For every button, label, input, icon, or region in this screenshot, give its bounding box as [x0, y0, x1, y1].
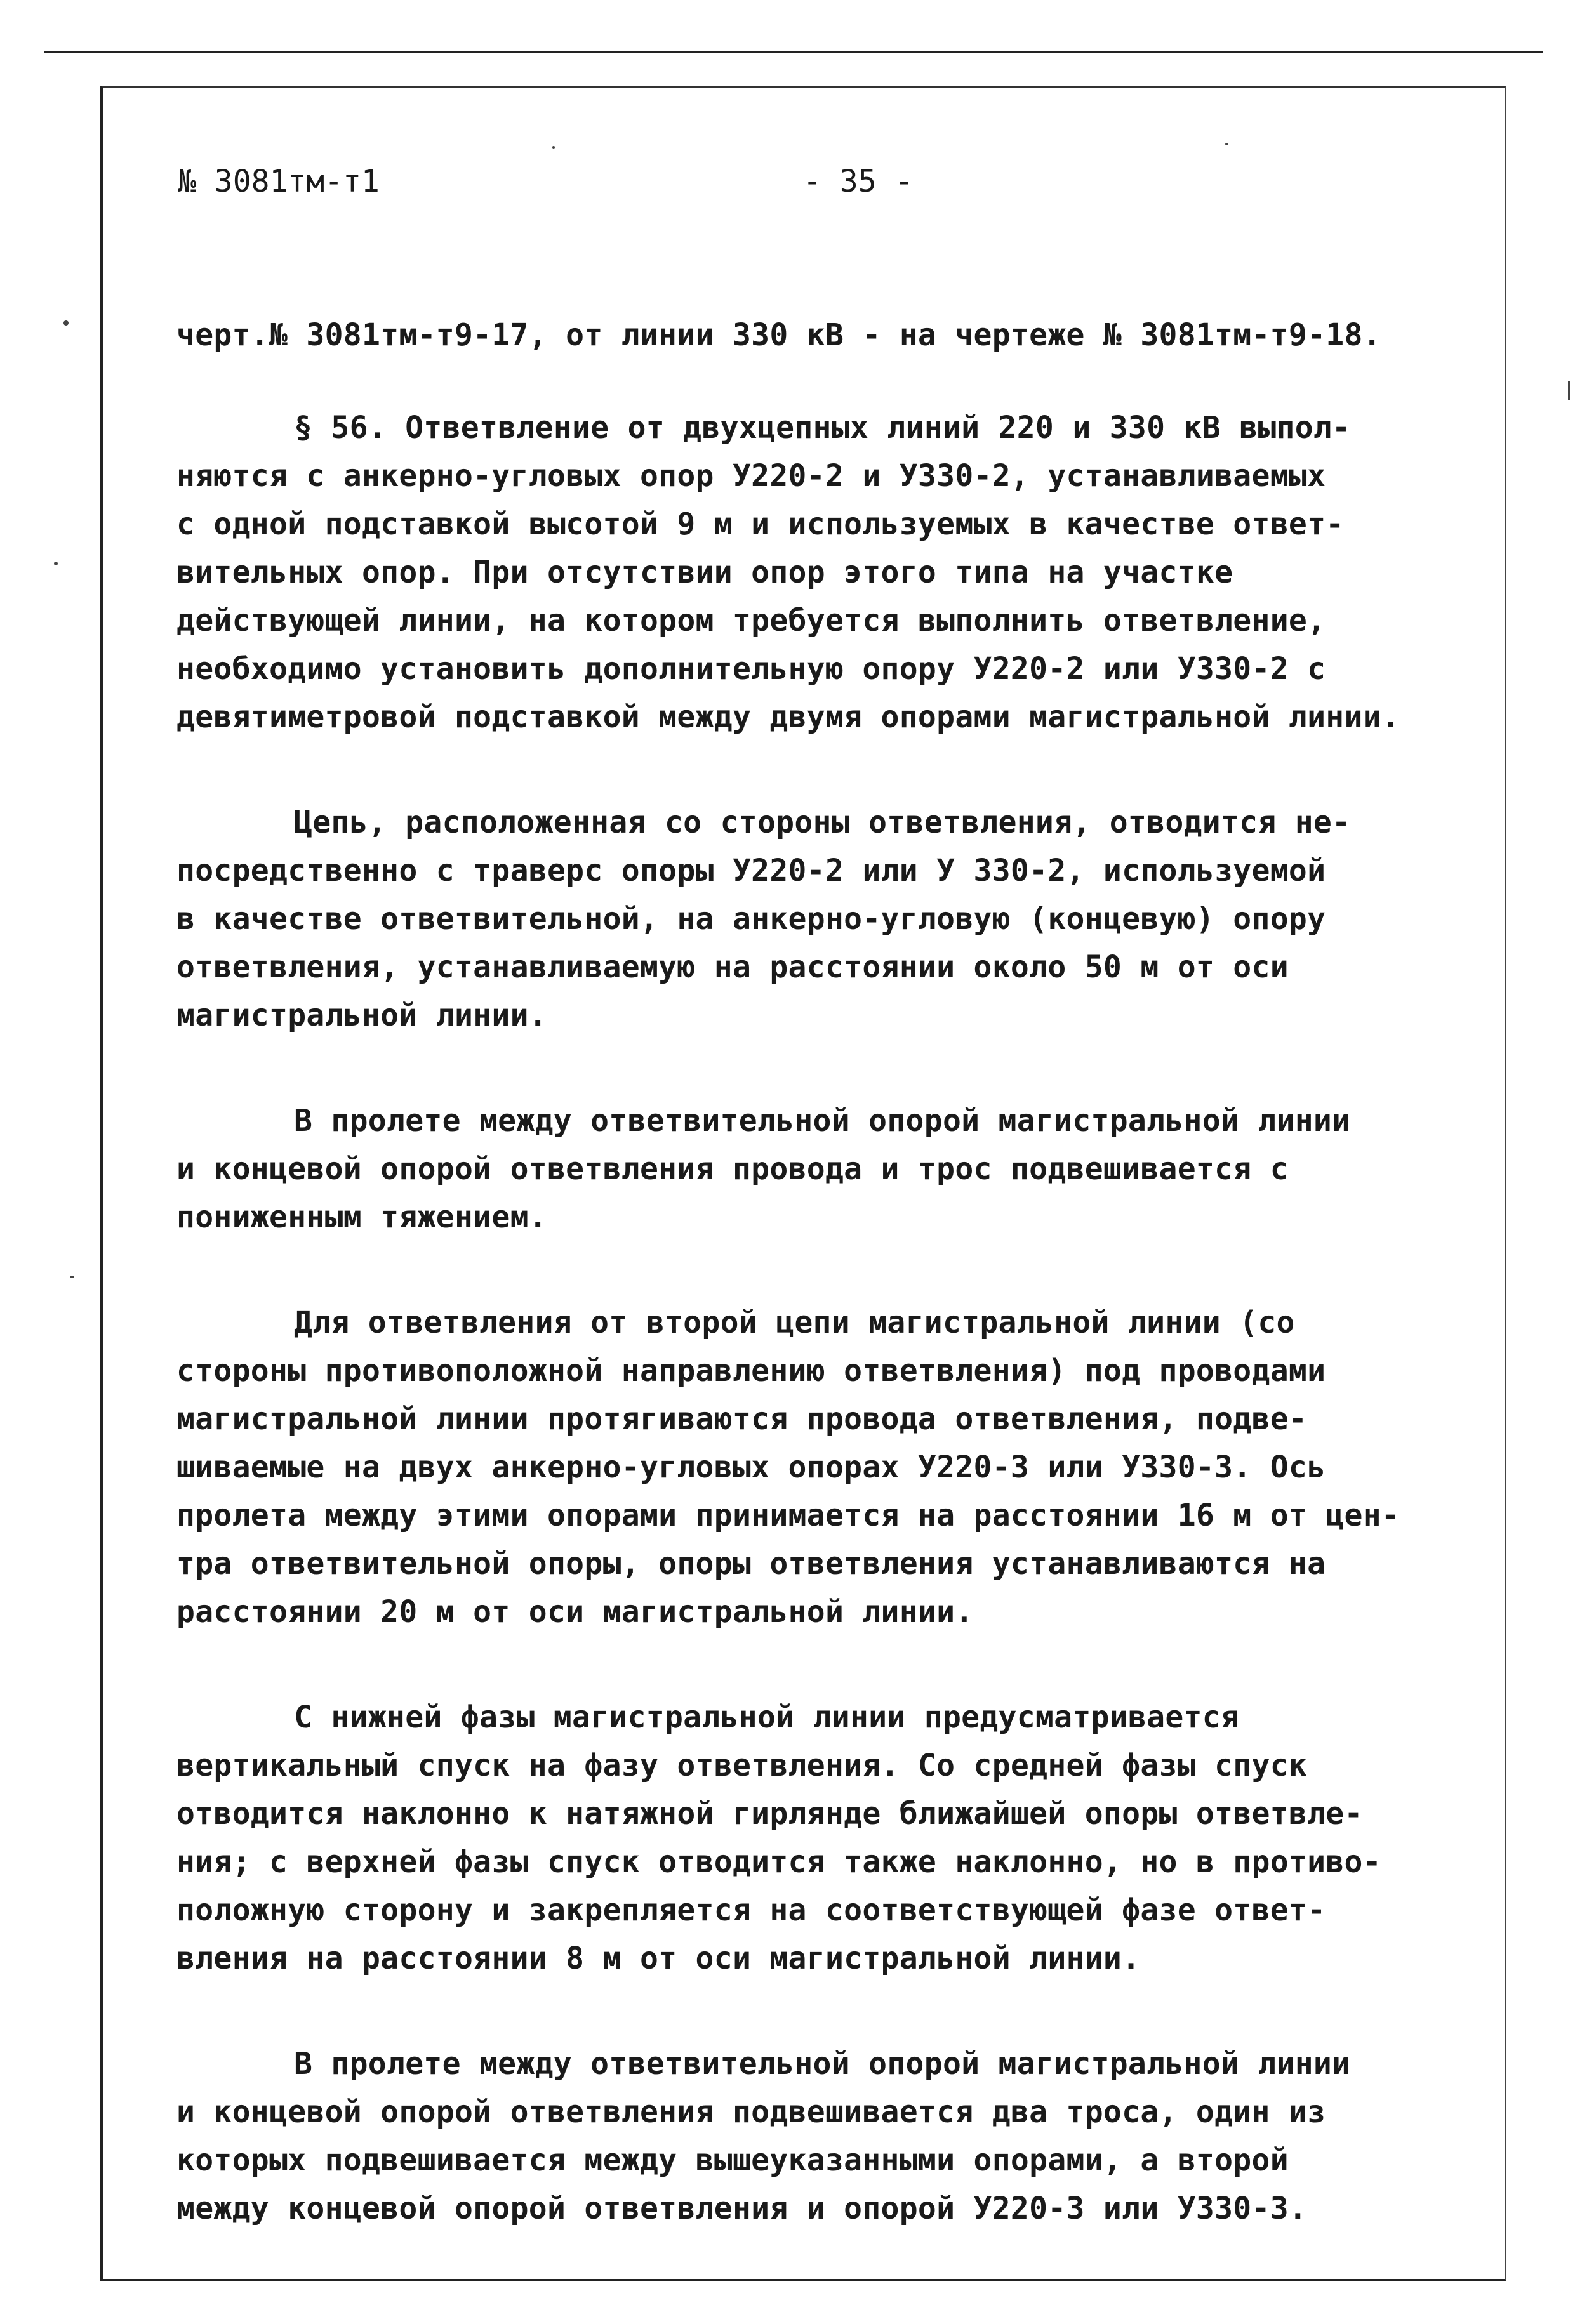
paragraph-circuit [176, 798, 1478, 1040]
text-line: Для ответвления от второй цепи магистральной линии (со [294, 1305, 1295, 1340]
text-line: § 56. Ответвление от двухцепных линий 220 и 330 кВ выпол- [294, 410, 1351, 446]
text-line: посредственно с траверс опоры У220-2 или У 330-2, используемой [176, 853, 1326, 888]
text-line: расстоянии 20 м от оси магистральной линии. [176, 1594, 974, 1630]
page-number: - 35 - [803, 164, 914, 199]
paragraph-continuation [176, 311, 1478, 359]
text-line: няются с анкерно-угловых опор У220-2 и У330-2, устанавливаемых [176, 458, 1326, 494]
text-line: действующей линии, на котором требуется выполнить ответвление, [176, 603, 1326, 638]
text-line: в качестве ответвительной, на анкерно-угловую (концевую) опору [176, 901, 1326, 937]
text-line: шиваемые на двух анкерно-угловых опорах У220-3 или У330-3. Ось [176, 1449, 1326, 1485]
text-line: отводится наклонно к натяжной гирлянде ближайшей опоры ответвле- [176, 1796, 1363, 1832]
page-header [178, 164, 1447, 215]
paragraph-span-tension [176, 1097, 1478, 1241]
text-line: В пролете между ответвительной опорой магистральной линии [294, 2046, 1351, 2082]
scan-speck [1225, 143, 1228, 145]
scan-speck [552, 146, 555, 149]
top-rule [44, 51, 1543, 53]
paragraph-phase-drops [176, 1693, 1478, 1983]
text-line: которых подвешивается между вышеуказанными опорами, а второй [176, 2142, 1289, 2178]
text-line: магистральной линии. [176, 998, 547, 1033]
scan-speck [1568, 381, 1570, 400]
paragraph-second-circuit [176, 1298, 1478, 1636]
scan-speck [54, 562, 58, 565]
text-line: магистральной линии протягиваются провода ответвления, подве- [176, 1401, 1308, 1437]
text-line: девятиметровой подставкой между двумя опорами магистральной линии. [176, 699, 1400, 735]
text-line: вительных опор. При отсутствии опор этого типа на участке [176, 555, 1233, 590]
document-body [176, 311, 1478, 2233]
text-line: ния; с верхней фазы спуск отводится также наклонно, но в противо- [176, 1844, 1381, 1880]
text-line: пониженным тяжением. [176, 1199, 547, 1235]
text-line: и концевой опорой ответвления подвешивается два троса, один из [176, 2094, 1326, 2130]
text-line: и концевой опорой ответвления провода и трос подвешивается с [176, 1151, 1289, 1187]
text-line: ответвления, устанавливаемую на расстоянии около 50 м от оси [176, 949, 1289, 985]
text-line: В пролете между ответвительной опорой магистральной линии [294, 1103, 1351, 1139]
text-line: необходимо установить дополнительную опору У220-2 или У330-2 с [176, 651, 1326, 687]
paragraph-ground-wires [176, 2040, 1478, 2233]
text-line: стороны противоположной направлению ответвления) под проводами [176, 1353, 1326, 1389]
text-line: положную сторону и закрепляется на соответствующей фазе ответ- [176, 1892, 1326, 1928]
text-line: тра ответвительной опоры, опоры ответвления устанавливаются на [176, 1546, 1326, 1581]
text-line: Цепь, расположенная со стороны ответвления, отводится не- [294, 805, 1351, 840]
text-line: С нижней фазы магистральной линии предусматривается [294, 1700, 1240, 1735]
text-line: между концевой опорой ответвления и опорой У220-3 или У330-3. [176, 2191, 1308, 2226]
paragraph-section-56 [176, 404, 1478, 741]
text-line: вертикальный спуск на фазу ответвления. Со средней фазы спуск [176, 1748, 1308, 1783]
scan-speck [70, 1276, 74, 1278]
text-line: пролета между этими опорами принимается на расстоянии 16 м от цен- [176, 1498, 1400, 1533]
scan-speck [63, 320, 69, 326]
text-line: черт.№ 3081тм-т9-17, от линии 330 кВ - на чертеже № 3081тм-т9-18. [176, 317, 1381, 353]
text-line: вления на расстоянии 8 м от оси магистральной линии. [176, 1941, 1141, 1976]
text-line: с одной подставкой высотой 9 м и используемых в качестве ответ- [176, 506, 1345, 542]
document-number: № 3081тм-т1 [178, 164, 380, 199]
